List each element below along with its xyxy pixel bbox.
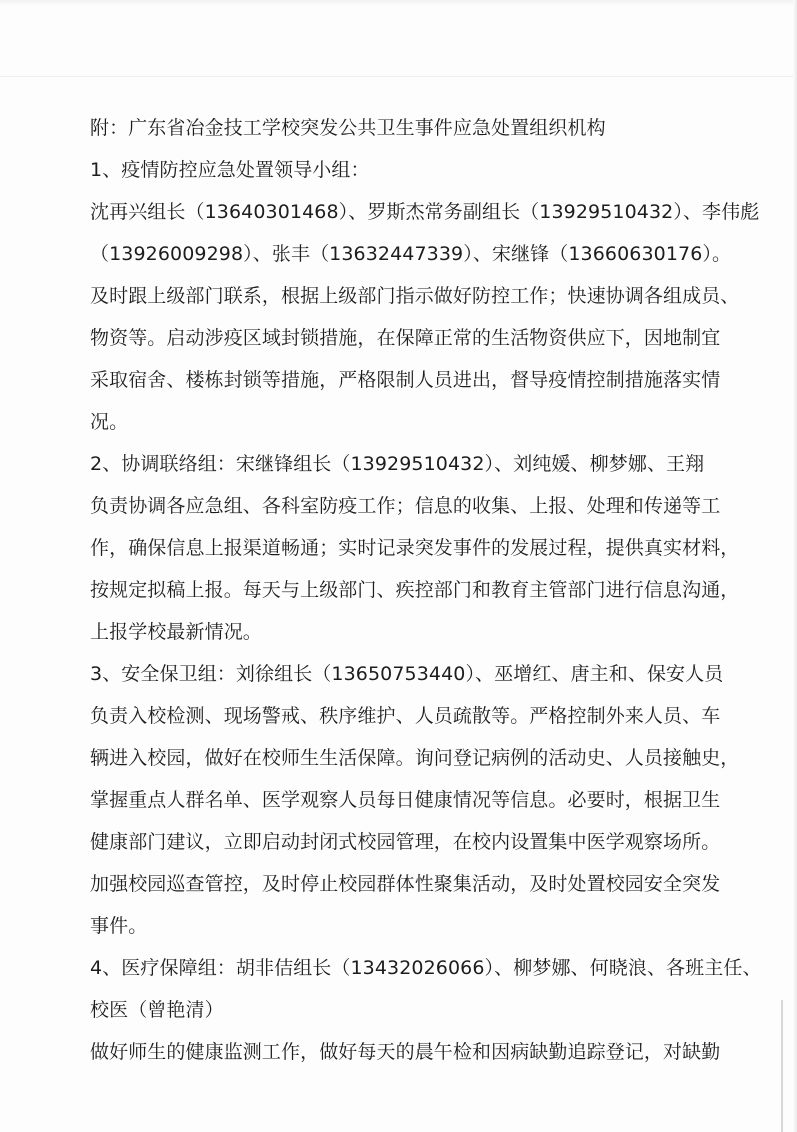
text-line: （13926009298）、张丰（13632447339）、宋继锋（13660630176）。	[90, 243, 732, 265]
text-line: 辆进入校园，做好在校师生生活保障。询问登记病例的活动史、人员接触史，	[90, 747, 740, 769]
section-4-title: 4、医疗保障组：胡非佶组长（13432026066）、柳梦娜、何晓浪、各班主任、	[90, 957, 762, 979]
text-line: 健康部门建议，立即启动封闭式校园管理，在校内设置集中医学观察场所。	[90, 831, 721, 853]
scan-edge-right	[793, 0, 797, 1132]
text-line: 掌握重点人群名单、医学观察人员每日健康情况等信息。必要时，根据卫生	[90, 789, 721, 811]
text-line: 物资等。启动涉疫区域封锁措施，在保障正常的生活物资供应下，因地制宜	[90, 327, 721, 349]
text-line: 采取宿舍、楼栋封锁等措施，严格限制人员进出，督导疫情控制措施落实情	[90, 369, 721, 391]
scan-artifact-line	[0, 76, 797, 77]
section-1-title: 1、疫情防控应急处置领导小组：	[90, 159, 370, 181]
text-line: 及时跟上级部门联系，根据上级部门指示做好防控工作；快速协调各组成员、	[90, 285, 740, 307]
text-line: 负责入校检测、现场警戒、秩序维护、人员疏散等。严格控制外来人员、车	[90, 705, 721, 727]
section-3-title: 3、安全保卫组：刘徐组长（13650753440）、巫增红、唐主和、保安人员	[90, 663, 724, 685]
section-2-title: 2、协调联络组：宋继锋组长（13929510432）、刘纯媛、柳梦娜、王翔	[90, 453, 705, 475]
text-line: 按规定拟稿上报。每天与上级部门、疾控部门和教育主管部门进行信息沟通，	[90, 579, 740, 601]
text-line: 加强校园巡查管控，及时停止校园群体性聚集活动，及时处置校园安全突发	[90, 873, 721, 895]
scan-edge-top	[0, 0, 797, 6]
text-line: 况。	[90, 411, 129, 433]
text-line: 沈再兴组长（13640301468）、罗斯杰常务副组长（13929510432）、李伟彪	[90, 201, 760, 223]
text-line: 负责协调各应急组、各科室防疫工作；信息的收集、上报、处理和传递等工	[90, 495, 721, 517]
text-line: 做好师生的健康监测工作，做好每天的晨午检和因病缺勤追踪登记，对缺勤	[90, 1041, 721, 1063]
document-heading: 附：广东省冶金技工学校突发公共卫生事件应急处置组织机构	[90, 117, 606, 139]
text-line: 上报学校最新情况。	[90, 621, 262, 643]
scan-artifact-mark	[781, 1000, 783, 1132]
text-line: 事件。	[90, 915, 148, 937]
text-line: 校医（曾艳清）	[90, 999, 224, 1021]
text-line: 作，确保信息上报渠道畅通；实时记录突发事件的发展过程，提供真实材料，	[90, 537, 740, 559]
